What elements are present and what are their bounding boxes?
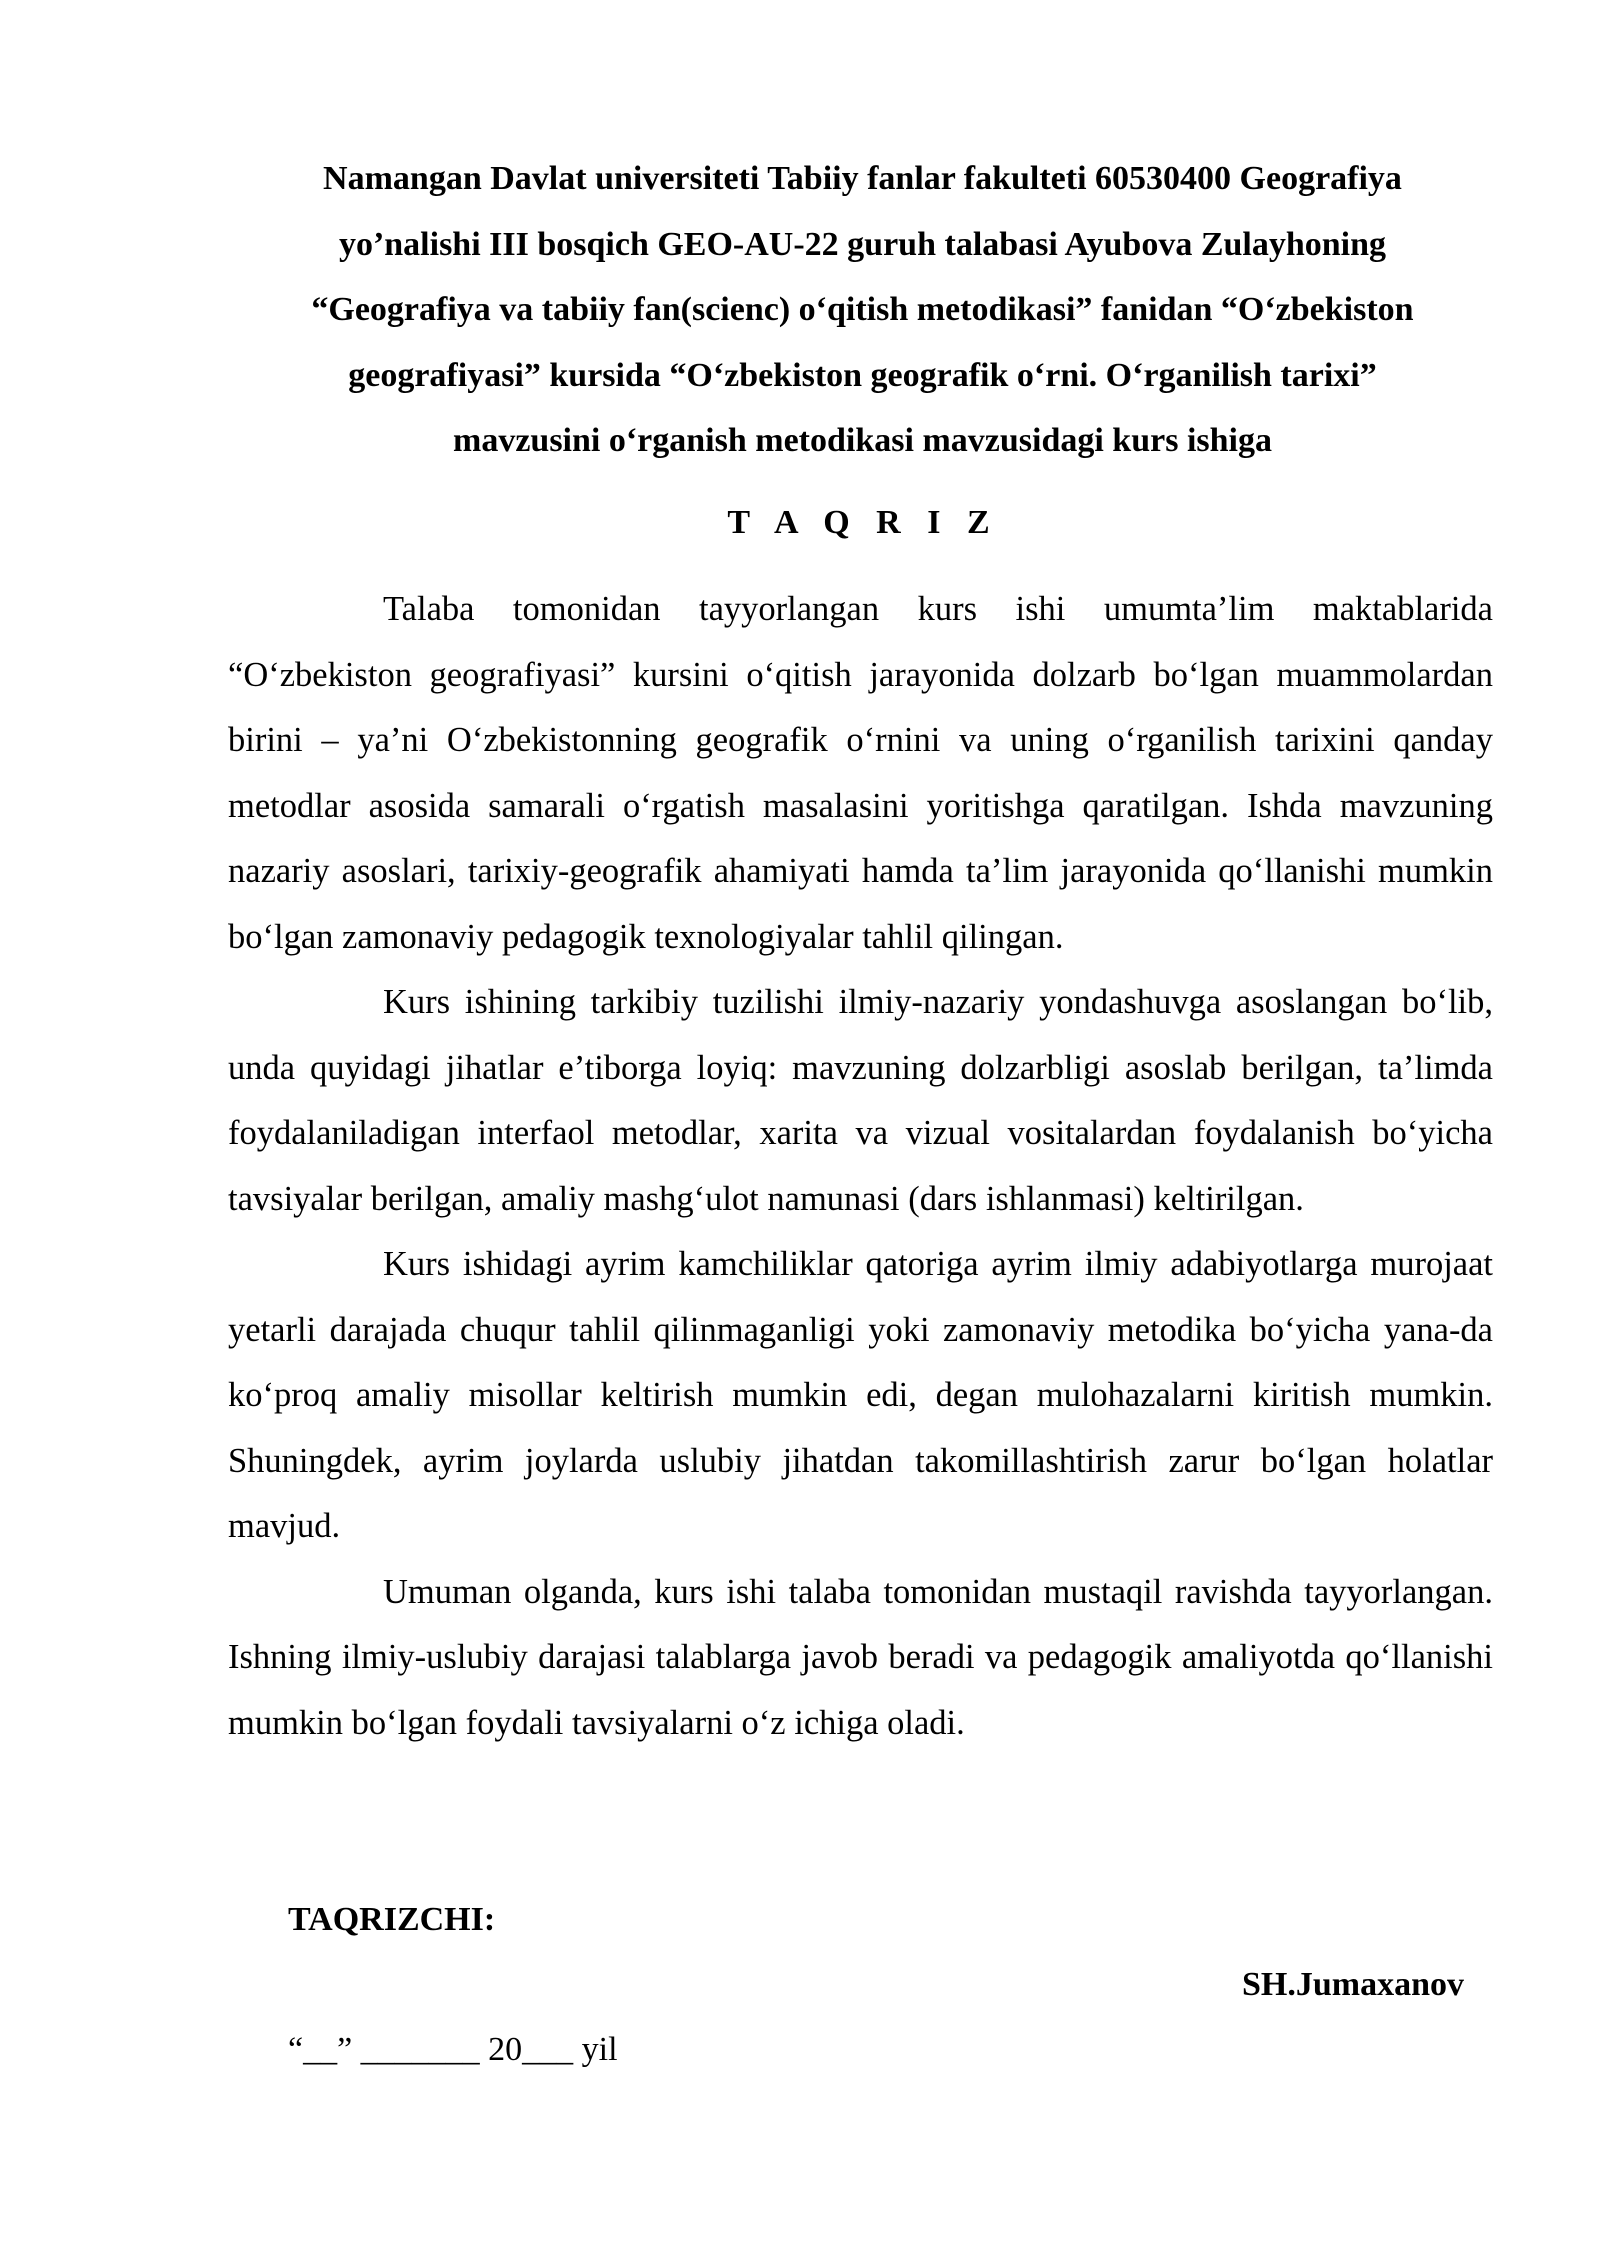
- reviewer-name: SH.Jumaxanov: [1242, 1966, 1464, 2003]
- heading-line: Namangan Davlat universiteti Tabiiy fanlar fakulteti 60530400 Geografiya: [323, 160, 1402, 197]
- heading-line: yo’nalishi III bosqich GEO-AU-22 guruh talabasi Ayubova Zulayhoning: [338, 225, 1387, 263]
- body-paragraph: Umuman olganda, kurs ishi talaba tomonidan mustaqil ravishda tayyorlangan. Ishning ilmiy-uslubiy darajasi talablarga javob beradi va pedagogik amaliyotda qo‘llanishi mumkin bo‘lgan foydali tavsiyalarni o‘z ichiga oladi.: [228, 1572, 1493, 1742]
- body-paragraph: Kurs ishidagi ayrim kamchiliklar qatoriga ayrim ilmiy adabiyotlarga murojaat yetarli darajada chuqur tahlil qilinmaganligi yoki zamonaviy metodika bo‘yicha yana-da ko‘proq amaliy misollar keltirish mumkin edi, degan mulohazalarni kiritish mumkin. Shuningdek, ayrim joylarda uslubiy jihatdan takomillashtirish zarur bo‘lgan holatlar mavjud.: [228, 1245, 1493, 1545]
- reviewer-label: TAQRIZCHI:: [288, 1901, 496, 1938]
- heading-line: “Geografiya va tabiiy fan(scienc) o‘qitish metodikasi” fanidan “O‘zbekiston: [311, 291, 1414, 328]
- body-paragraph: Kurs ishining tarkibiy tuzilishi ilmiy-nazariy yondashuvga asoslangan bo‘lib, unda quyidagi jihatlar e’tiborga loyiq: mavzuning dolzarbligi asoslab berilgan, ta’limda foydalaniladigan interfaol metodlar, xarita va vizual vositalardan foydalanish bo‘yicha tavsiyalar berilgan, amaliy mashg‘ulot namunasi (dars ishlanmasi) keltirilgan.: [228, 983, 1493, 1218]
- date-line: “__” _______ 20___ yil: [288, 2031, 618, 2068]
- body-paragraph: Talaba tomonidan tayyorlangan kurs ishi umumta’lim maktablarida “O‘zbekiston geografiyasi” kursini o‘qitish jarayonida dolzarb bo‘lgan muammolardan birini – ya’ni O‘zbekistonning geografik o‘rnini va uning o‘rganilish tarixini qanday metodlar asosida samarali o‘rgatish masalasini yoritishga qaratilgan. Ishda mavzuning nazariy asoslari, tarixiy-geografik ahamiyati hamda ta’lim jarayonida qo‘llanishi mumkin bo‘lgan zamonaviy pedagogik texnologiyalar tahlil qilingan.: [228, 590, 1493, 956]
- review-title: T A Q R I Z: [727, 504, 999, 541]
- heading-line: geografiyasi” kursida “O‘zbekiston geografik o‘rni. O‘rganilish tarixi”: [348, 356, 1377, 394]
- review-body: [228, 577, 1493, 1756]
- document-heading: [250, 146, 1475, 474]
- heading-line: mavzusini o‘rganish metodikasi mavzusidagi kurs ishiga: [453, 422, 1272, 459]
